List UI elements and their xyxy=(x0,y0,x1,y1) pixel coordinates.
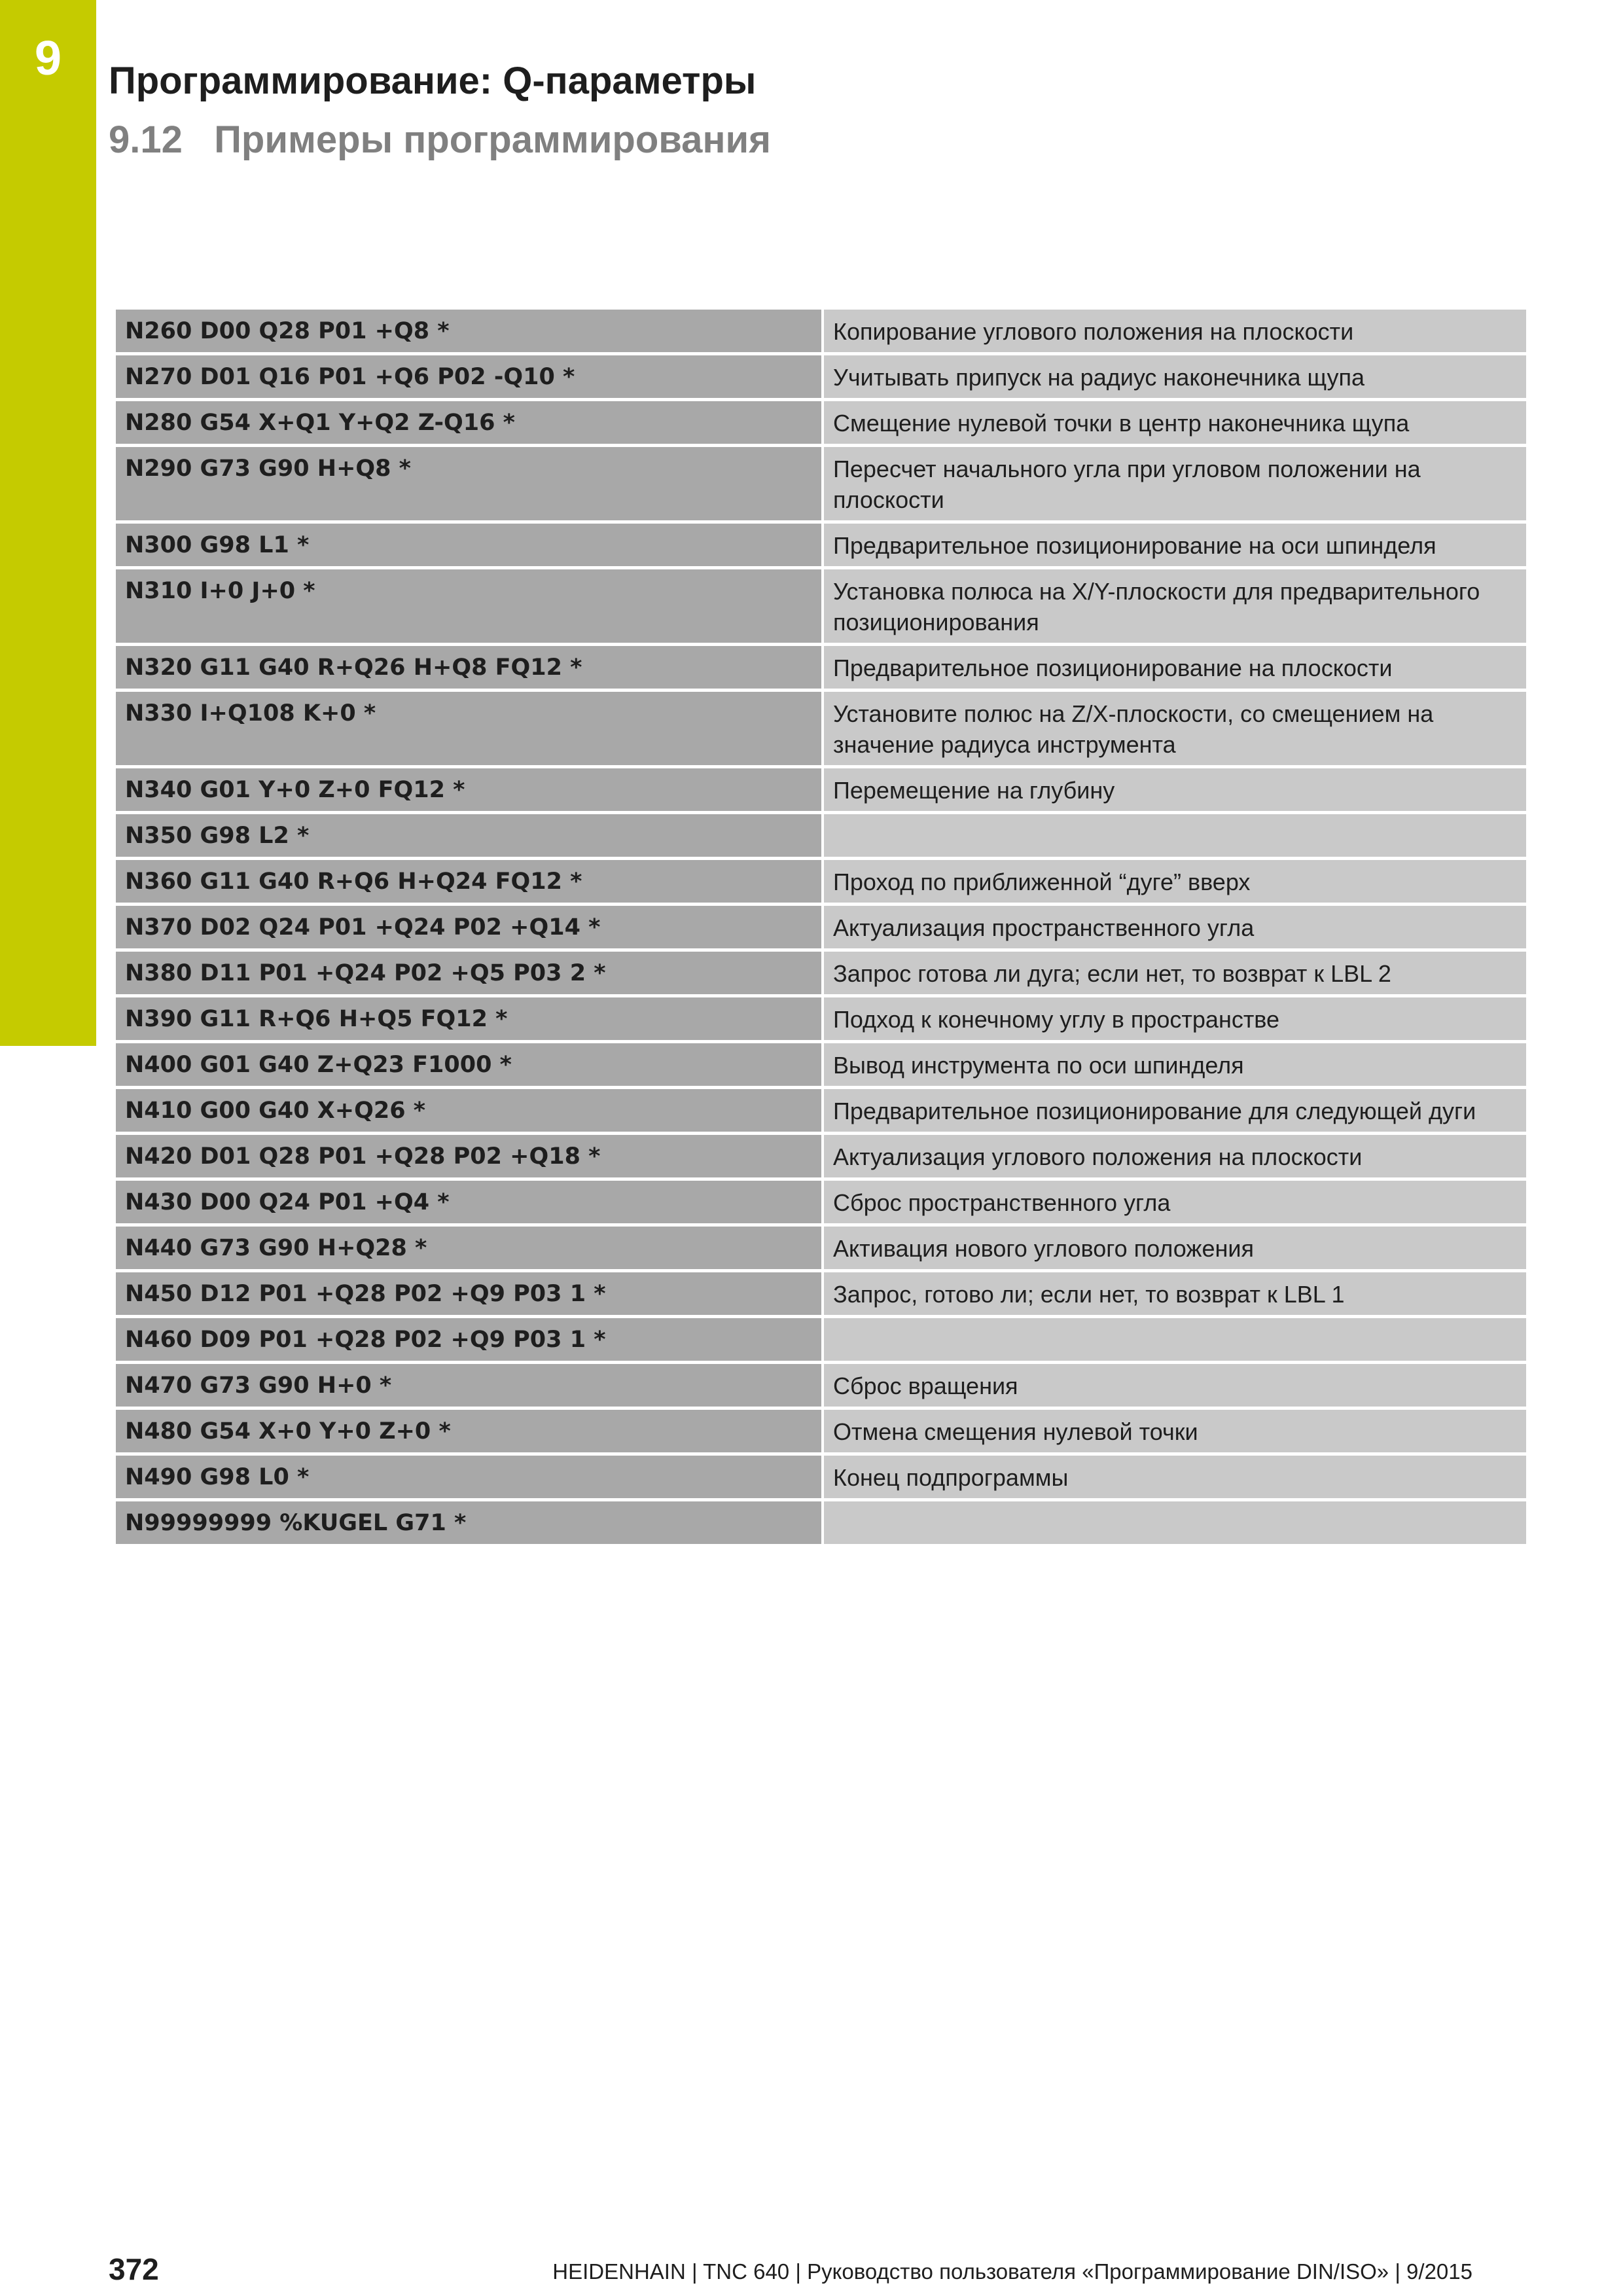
comment-cell: Перемещение на глубину xyxy=(823,767,1526,813)
nc-code-cell: N370 D02 Q24 P01 +Q24 P02 +Q14 * xyxy=(116,905,823,950)
table-row xyxy=(116,645,1526,691)
table-row xyxy=(116,813,1526,859)
nc-code-cell: N320 G11 G40 R+Q26 H+Q8 FQ12 * xyxy=(116,645,823,691)
comment-cell: Установка полюса на X/Y-плоскости для предварительного позиционирования xyxy=(823,568,1526,645)
comment-cell: Отмена смещения нулевой точки xyxy=(823,1408,1526,1454)
comment-cell xyxy=(823,1500,1526,1546)
nc-code-cell: N310 I+0 J+0 * xyxy=(116,568,823,645)
comment-cell: Учитывать припуск на радиус наконечника щупа xyxy=(823,354,1526,400)
comment-cell xyxy=(823,813,1526,859)
table-row xyxy=(116,1271,1526,1317)
table-row xyxy=(116,1363,1526,1408)
table-row xyxy=(116,400,1526,446)
nc-code-cell: N350 G98 L2 * xyxy=(116,813,823,859)
table-row xyxy=(116,1225,1526,1271)
comment-cell: Актуализация углового положения на плоскости xyxy=(823,1134,1526,1179)
section-title: 9.12 Примеры программирования xyxy=(109,118,771,161)
nc-code-cell: N330 I+Q108 K+0 * xyxy=(116,691,823,767)
nc-code-cell: N490 G98 L0 * xyxy=(116,1454,823,1500)
nc-code-cell: N300 G98 L1 * xyxy=(116,522,823,568)
nc-code-cell: N430 D00 Q24 P01 +Q4 * xyxy=(116,1179,823,1225)
table-row xyxy=(116,1454,1526,1500)
nc-code-cell: N400 G01 G40 Z+Q23 F1000 * xyxy=(116,1042,823,1088)
nc-code-cell: N460 D09 P01 +Q28 P02 +Q9 P03 1 * xyxy=(116,1317,823,1363)
comment-cell: Сброс пространственного угла xyxy=(823,1179,1526,1225)
nc-code-cell: N470 G73 G90 H+0 * xyxy=(116,1363,823,1408)
comment-cell: Пересчет начального угла при угловом положении на плоскости xyxy=(823,446,1526,522)
comment-cell: Предварительное позиционирование на плоскости xyxy=(823,645,1526,691)
nc-code-cell: N420 D01 Q28 P01 +Q28 P02 +Q18 * xyxy=(116,1134,823,1179)
table-row xyxy=(116,1088,1526,1134)
table-row xyxy=(116,996,1526,1042)
table-row xyxy=(116,1179,1526,1225)
nc-code-cell: N290 G73 G90 H+Q8 * xyxy=(116,446,823,522)
footer-text: HEIDENHAIN | TNC 640 | Руководство пользователя «Программирование DIN/ISO» | 9/2015 xyxy=(552,2259,1472,2284)
nc-code-cell: N450 D12 P01 +Q28 P02 +Q9 P03 1 * xyxy=(116,1271,823,1317)
comment-cell: Запрос готова ли дуга; если нет, то возврат к LBL 2 xyxy=(823,950,1526,996)
nc-code-cell: N390 G11 R+Q6 H+Q5 FQ12 * xyxy=(116,996,823,1042)
table-row xyxy=(116,905,1526,950)
table-row xyxy=(116,354,1526,400)
table-row xyxy=(116,950,1526,996)
program-table xyxy=(116,310,1526,1547)
table-row xyxy=(116,1134,1526,1179)
nc-code-cell: N410 G00 G40 X+Q26 * xyxy=(116,1088,823,1134)
comment-cell: Активация нового углового положения xyxy=(823,1225,1526,1271)
table-row xyxy=(116,1042,1526,1088)
nc-code-cell: N270 D01 Q16 P01 +Q6 P02 -Q10 * xyxy=(116,354,823,400)
nc-code-cell: N280 G54 X+Q1 Y+Q2 Z-Q16 * xyxy=(116,400,823,446)
table-row xyxy=(116,1317,1526,1363)
comment-cell: Смещение нулевой точки в центр наконечника щупа xyxy=(823,400,1526,446)
comment-cell xyxy=(823,1317,1526,1363)
comment-cell: Установите полюс на Z/X-плоскости, со смещением на значение радиуса инструмента xyxy=(823,691,1526,767)
comment-cell: Запрос, готово ли; если нет, то возврат к LBL 1 xyxy=(823,1271,1526,1317)
chapter-side-bar xyxy=(0,0,96,1046)
comment-cell: Конец подпрограммы xyxy=(823,1454,1526,1500)
chapter-title: Программирование: Q-параметры xyxy=(109,60,757,102)
comment-cell: Проход по приближенной “дуге” вверх xyxy=(823,859,1526,905)
comment-cell: Вывод инструмента по оси шпинделя xyxy=(823,1042,1526,1088)
nc-code-cell: N260 D00 Q28 P01 +Q8 * xyxy=(116,310,823,354)
program-table-body xyxy=(116,310,1526,1546)
nc-code-cell: N440 G73 G90 H+Q28 * xyxy=(116,1225,823,1271)
nc-code-cell: N360 G11 G40 R+Q6 H+Q24 FQ12 * xyxy=(116,859,823,905)
nc-code-cell: N380 D11 P01 +Q24 P02 +Q5 P03 2 * xyxy=(116,950,823,996)
table-row xyxy=(116,310,1526,354)
comment-cell: Предварительное позиционирование для следующей дуги xyxy=(823,1088,1526,1134)
table-row xyxy=(116,522,1526,568)
page-number: 372 xyxy=(109,2252,159,2286)
nc-code-cell: N99999999 %KUGEL G71 * xyxy=(116,1500,823,1546)
table-row xyxy=(116,859,1526,905)
comment-cell: Подход к конечному углу в пространстве xyxy=(823,996,1526,1042)
table-row xyxy=(116,691,1526,767)
comment-cell: Актуализация пространственного угла xyxy=(823,905,1526,950)
comment-cell: Сброс вращения xyxy=(823,1363,1526,1408)
table-row xyxy=(116,446,1526,522)
chapter-number: 9 xyxy=(34,31,62,85)
table-row xyxy=(116,1408,1526,1454)
comment-cell: Предварительное позиционирование на оси шпинделя xyxy=(823,522,1526,568)
comment-cell: Копирование углового положения на плоскости xyxy=(823,310,1526,354)
table-row xyxy=(116,767,1526,813)
nc-code-cell: N340 G01 Y+0 Z+0 FQ12 * xyxy=(116,767,823,813)
table-row xyxy=(116,1500,1526,1546)
nc-code-cell: N480 G54 X+0 Y+0 Z+0 * xyxy=(116,1408,823,1454)
table-row xyxy=(116,568,1526,645)
